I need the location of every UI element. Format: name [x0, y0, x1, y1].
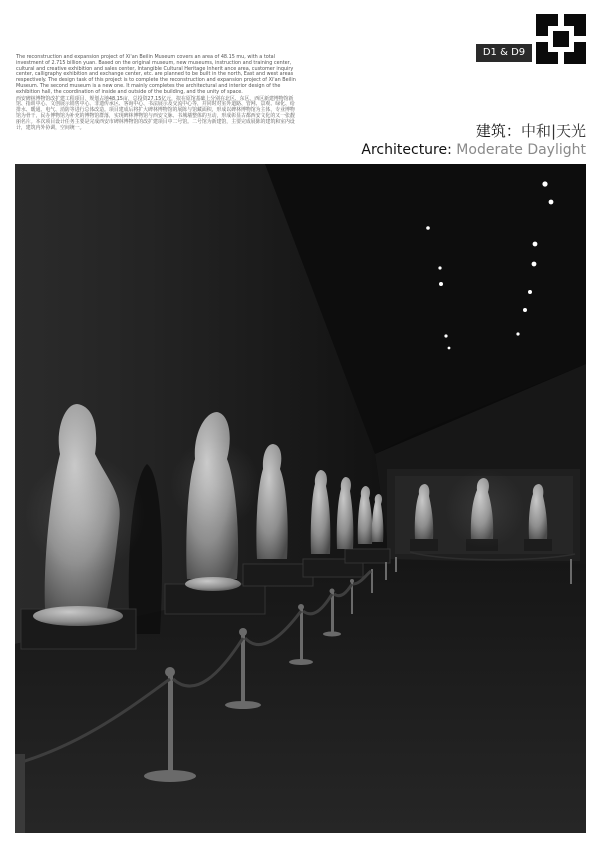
intro-english: The reconstruction and expansion project of Xi'an Beilin Museum covers an area of 48.15 mu, with a total investment of 2.715 billion yuan. Based on the original museum, new museums, instruction and training center, cultural and creative exhibition and sales center, Intangible Cultural Heritage Inherit ance area, customer inquiry center, calligraphy exhibition and exchange center, etc. are planned to be built in the north, East and west areas respectively. The design task of this project is to complete the reconstruction and expansion project of Xi'an Beilin Museum. The second museum is a new one. It mainly completes the architectural and interior design of the exhibition hall, the coordination of inside and outside of the building, and the unity of space. [16, 54, 296, 95]
heading-en-prefix: Architecture: [361, 142, 452, 158]
section-heading-chinese [300, 120, 586, 141]
intro-chinese: 西安碑林博物馆改扩建工程项目，规划占地48.15亩，总投资27.15亿元，拟在原馆基础上分别在北区、东区、西区新建博物馆新馆、指训中心、文创展示销售中心、非遗传承区、客询中心、书法展示及交流中心等，并同时对室外道路、管网、景观、绿化、给排水、暖通、电气、消防等进行总体改造。项目建成后将扩大碑林博物馆的展陈与馆藏面积，形成以碑林博物馆为主体，专业博物馆为骨干，民办博物馆为补充的博物馆群落，实现碑林博物馆与西安文脉、书城墙整体的互动，形成彰显古都西安文化的又一张靓丽名片。本次项目设计任务主要是完成西安市碑林博物馆的改扩建项目中二号馆。二号馆为新建馆，主要完成展陈的建筑和室内设计，建筑内外协调，空间统一。 [16, 95, 295, 131]
museum-logo [536, 14, 586, 64]
section-heading-english [300, 142, 586, 158]
gallery-photo-image [15, 164, 586, 833]
heading-en-text: Moderate Daylight [451, 142, 586, 158]
heading-cn-prefix: 建筑： [475, 122, 521, 140]
heading-cn-text: 中和|天光 [520, 122, 586, 140]
gallery-photo [15, 164, 586, 833]
page-badge: D1 & D9 [476, 44, 532, 62]
intro-text [16, 55, 298, 132]
